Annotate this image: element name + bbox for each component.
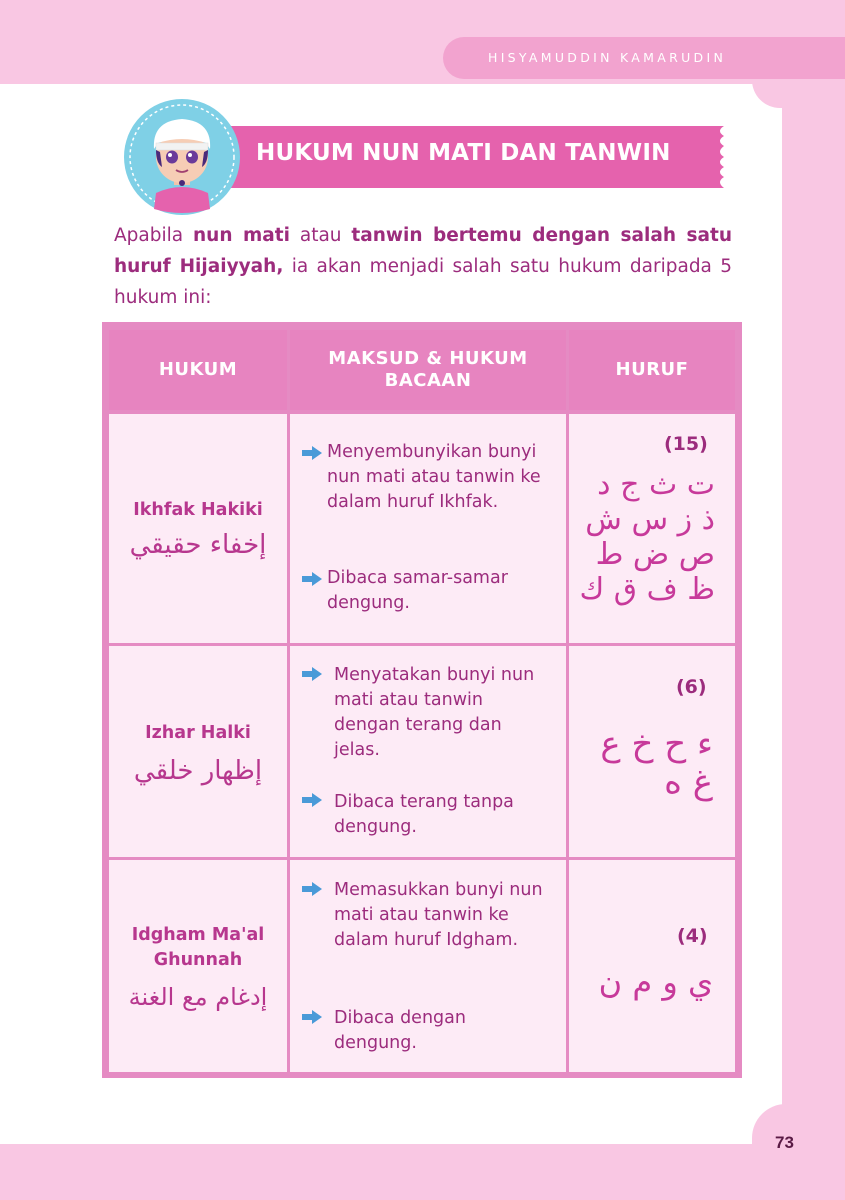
row3-hukum-arabic: إدغام مع الغنة: [128, 983, 268, 1011]
row2-hukum-arabic: إظهار خلقي: [133, 756, 263, 786]
row2-huruf-line2: غ ه: [664, 762, 713, 802]
row2-huruf-line1: ء ح خ ع: [600, 724, 713, 764]
row3-point1: Memasukkan bunyi nun mati atau tanwin ke dalam huruf Idgham.: [334, 880, 543, 950]
page-title: HUKUM NUN MATI DAN TANWIN: [256, 140, 671, 166]
arrow-right-icon: [301, 881, 323, 897]
page-number-tab: [752, 1104, 845, 1164]
right-margin-strip: [782, 60, 845, 1144]
row1-hukum-name: Ikhfak Hakiki: [133, 500, 263, 520]
row1-huruf-line4: ظ ف ق ك: [579, 572, 715, 607]
row1-huruf-count: (15): [664, 433, 708, 455]
banner-scallop-edge: [706, 126, 724, 188]
arrow-right-icon: [301, 666, 323, 682]
row1-huruf-line2: ذ ز س ش: [585, 502, 715, 537]
row2-point2: Dibaca terang tanpa dengung.: [334, 792, 514, 837]
arrow-right-icon: [301, 792, 323, 808]
row2-point1: Menyatakan bunyi nun mati atau tanwin dengan terang dan jelas.: [334, 665, 535, 760]
row1-hukum-cell: [109, 414, 287, 643]
row1-hukum-arabic: إخفاء حقيقي: [129, 530, 267, 560]
author-name: HISYAMUDDIN KAMARUDIN: [488, 50, 727, 65]
arrow-right-icon: [301, 1009, 323, 1025]
row3-huruf-line1: ي و م ن: [598, 963, 713, 1001]
page-number: 73: [775, 1133, 794, 1152]
row2-hukum-cell: [109, 646, 287, 857]
row3-huruf-count: (4): [677, 925, 708, 947]
row1-huruf-line3: ص ض ط: [595, 537, 715, 572]
header-hukum: HUKUM: [109, 330, 287, 410]
row1-point2: Dibaca samar-samar dengung.: [327, 568, 508, 613]
row1-point1: Menyembunyikan bunyi nun mati atau tanwin ke dalam huruf Ikhfak.: [327, 442, 541, 512]
arrow-right-icon: [301, 445, 323, 461]
row1-huruf-line1: ت ث ج د: [597, 467, 715, 502]
header-maksud: MAKSUD & HUKUM BACAAN: [290, 330, 566, 410]
arrow-right-icon: [301, 571, 323, 587]
intro-paragraph: Apabila nun mati atau tanwin bertemu dengan salah satu huruf Hijaiyyah, ia akan menjadi salah satu hukum daripada 5 hukum ini:: [114, 225, 732, 308]
header-huruf: HURUF: [569, 330, 735, 410]
row3-hukum-name: Idgham Ma'al Ghunnah: [131, 925, 265, 970]
row2-hukum-name: Izhar Halki: [145, 723, 251, 743]
row2-huruf-count: (6): [676, 676, 707, 698]
row3-point2: Dibaca dengan dengung.: [334, 1008, 466, 1053]
boy-avatar-icon: [122, 97, 242, 217]
